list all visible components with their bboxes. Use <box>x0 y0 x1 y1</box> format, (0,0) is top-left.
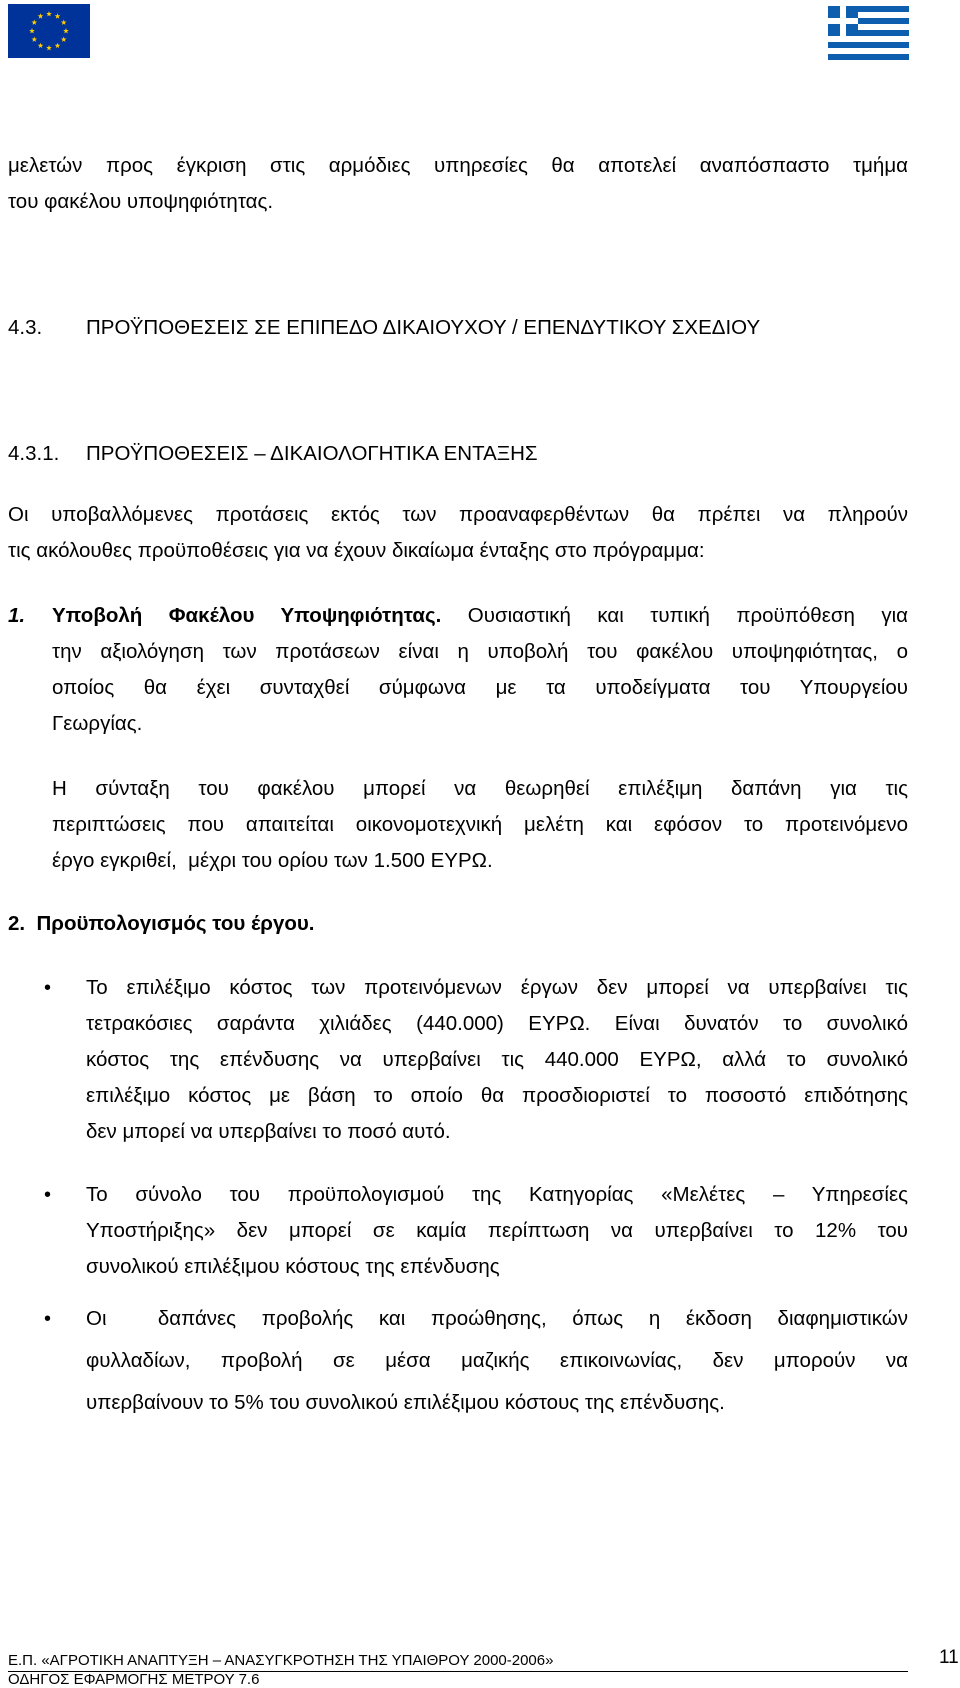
intro-line: μελετών προς έγκριση στις αρμόδιες υπηρεσίες θα αποτελεί αναπόσπαστο τμήμα <box>8 154 908 177</box>
bullet-1-line: Το επιλέξιμο κόστος των προτεινόμενων έργων δεν μπορεί να υπερβαίνει τις <box>86 976 908 999</box>
bullet-icon: • <box>44 977 52 999</box>
item-1-para2-line: Η σύνταξη του φακέλου μπορεί να θεωρηθεί επιλέξιμη δαπάνη για τις <box>52 777 908 800</box>
item-1-para2-line: έργο εγκριθεί, μέχρι του ορίου των 1.500 ΕΥΡΩ. <box>52 849 493 872</box>
item-1-line: την αξιολόγηση των προτάσεων είναι η υποβολή του φακέλου υποψηφιότητας, ο <box>52 640 908 663</box>
body-line: τις ακόλουθες προϋποθέσεις για να έχουν δικαίωμα ένταξης στο πρόγραμμα: <box>8 539 705 562</box>
page-number: 11 <box>939 1647 959 1668</box>
bullet-1-line: επιλέξιμο κόστος με βάση το οποίο θα προσδιοριστεί το ποσοστό επιδότησης <box>86 1084 908 1107</box>
bullet-icon: • <box>44 1184 52 1206</box>
bullet-3-line: υπερβαίνουν το 5% του συνολικού επιλέξιμου κόστους της επένδυσης. <box>86 1391 725 1414</box>
item-1-line: οποίος θα έχει συνταχθεί σύμφωνα με τα υποδείγματα του Υπουργείου <box>52 676 908 699</box>
item-1-line: Γεωργίας. <box>52 712 143 735</box>
eu-flag-icon <box>8 4 90 58</box>
bullet-2-line: συνολικού επιλέξιμου κόστους της επένδυσης <box>86 1255 500 1278</box>
item-1-title: Υποβολή Φακέλου Υποψηφιότητας. <box>52 604 442 627</box>
section-title: ΠΡΟΫΠΟΘΕΣΕΙΣ ΣΕ ΕΠΙΠΕΔΟ ΔΙΚΑΙΟΥΧΟΥ / ΕΠΕΝΔΥΤΙΚΟΥ ΣΧΕΔΙΟΥ <box>86 316 761 339</box>
footer-guide-title: ΟΔΗΓΟΣ ΕΦΑΡΜΟΓΗΣ ΜΕΤΡΟΥ 7.6 <box>8 1671 260 1688</box>
greek-flag-icon <box>828 6 909 60</box>
bullet-3-line: Οι δαπάνες προβολής και προώθησης, όπως η έκδοση διαφημιστικών <box>86 1307 908 1330</box>
subsection-title: ΠΡΟΫΠΟΘΕΣΕΙΣ – ΔΙΚΑΙΟΛΟΓΗΤΙΚΑ ΕΝΤΑΞΗΣ <box>86 442 538 465</box>
bullet-icon: • <box>44 1308 52 1330</box>
item-2-heading: 2. Προϋπολογισμός του έργου. <box>8 912 315 935</box>
bullet-1-line: κόστος της επένδυσης να υπερβαίνει τις 440.000 ΕΥΡΩ, αλλά το συνολικό <box>86 1048 908 1071</box>
section-number: 4.3. <box>8 316 43 339</box>
item-1-first-line <box>52 598 908 634</box>
subsection-number: 4.3.1. <box>8 442 60 465</box>
bullet-3-line: φυλλαδίων, προβολή σε μέσα μαζικής επικοινωνίας, δεν μπορούν να <box>86 1349 908 1372</box>
bullet-1-line: τετρακόσιες σαράντα χιλιάδες (440.000) ΕΥΡΩ. Είναι δυνατόν το συνολικό <box>86 1012 908 1035</box>
bullet-2-line: Υποστήριξης» δεν μπορεί σε καμία περίπτωση να υπερβαίνει το 12% του <box>86 1219 908 1242</box>
body-line: Οι υποβαλλόμενες προτάσεις εκτός των προαναφερθέντων θα πρέπει να πληρούν <box>8 503 908 526</box>
bullet-1-line: δεν μπορεί να υπερβαίνει το ποσό αυτό. <box>86 1120 451 1143</box>
intro-line: του φακέλου υποψηφιότητας. <box>8 190 274 213</box>
item-1-para2-line: περιπτώσεις που απαιτείται οικονομοτεχνική μελέτη και εφόσον το προτεινόμενο <box>52 813 908 836</box>
item-1-text: Ουσιαστική και τυπική προϋπόθεση για <box>467 604 909 627</box>
footer-program-title: Ε.Π. «ΑΓΡΟΤΙΚΗ ΑΝΑΠΤΥΞΗ – ΑΝΑΣΥΓΚΡΟΤΗΣΗ ΤΗΣ ΥΠΑΙΘΡΟΥ 2000-2006» <box>8 1652 554 1669</box>
bullet-2-line: Το σύνολο του προϋπολογισμού της Κατηγορίας «Μελέτες – Υπηρεσίες <box>86 1183 908 1206</box>
item-number: 1. <box>8 604 26 627</box>
